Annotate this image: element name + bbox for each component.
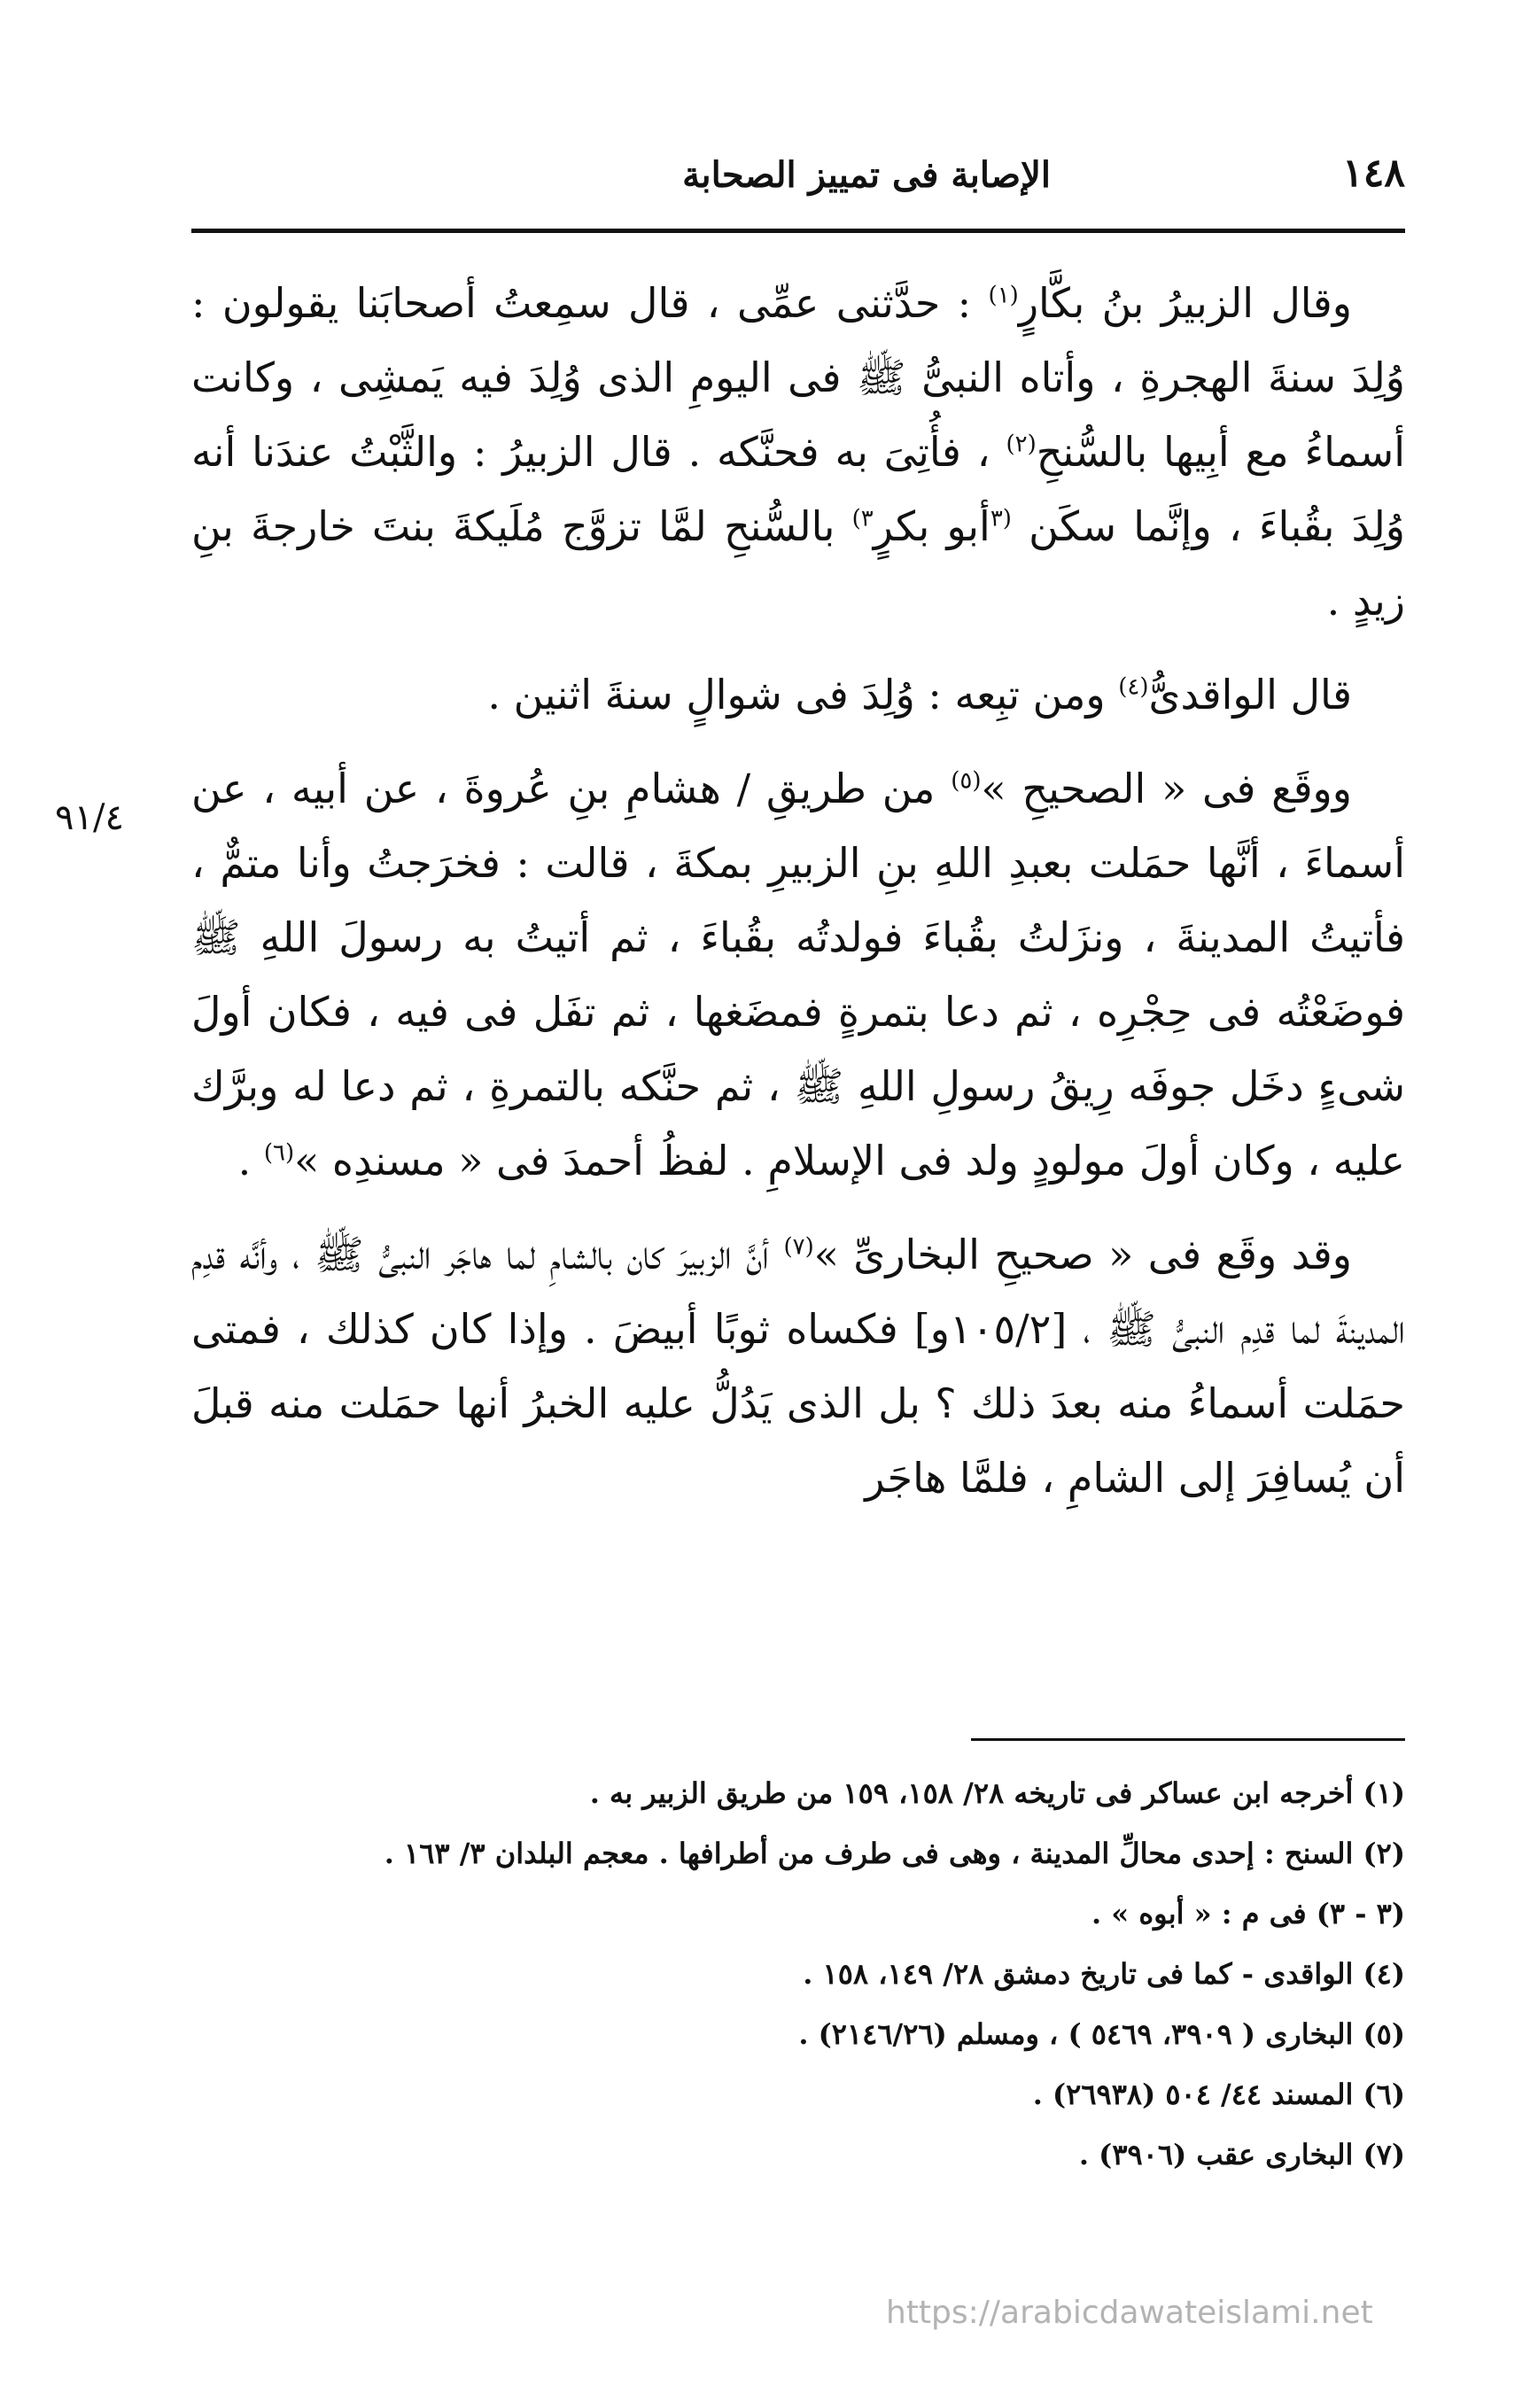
footnote-6: (٦) المسند ٤٤/ ٥٠٤ (٢٦٩٣٨) .	[1032, 2078, 1405, 2111]
margin-note: ٩١/٤	[55, 797, 124, 838]
running-title: الإصابة فى تمييز الصحابة	[682, 154, 1051, 196]
paragraph-text: : حدَّثنى عمِّى ، قال سمِعتُ أصحابَنا يقولون : وُلِدَ سنةَ الهجرةِ ، وأتاه النبىُّ ﷺ فى اليومِ الذى وُلِدَ فيه يَمشِى ، وكانت أسماءُ مع أبِيها بالسُّنحِ	[191, 279, 1406, 476]
paragraph-text: وقد وقَع فى « صحيحِ البخارىِّ »	[813, 1231, 1352, 1278]
footnote-1: (١) أخرجه ابن عساكر فى تاريخه ٢٨/ ١٥٨، ١٥٩ من طريق الزبير به .	[589, 1776, 1405, 1810]
footnote-ref: (٥)	[951, 767, 982, 795]
footnote-ref: (٢)	[1006, 431, 1037, 458]
footnote-ref: (٧)	[783, 1233, 814, 1261]
footnote-rule	[971, 1738, 1405, 1741]
page-header	[191, 151, 1405, 213]
paragraph-text: أنَّ الزبيرَ كان بالشامِ لما هاجَر النبىُّ ﷺ ، وأنَّه قدِم المدينةَ لما قدِم النبىُّ ﷺ ، [١٠٥/٢و] فكساه ثوبًا أبيضَ . وإذا كان كذلك ، فمتى حمَلت أسماءُ منه بعدَ ذلك ؟ بل الذى يَدُلُّ عليه الخبرُ أنها حمَلت منه قبلَ أن يُسافِرَ إلى الشامِ ، فلمَّا هاجَر	[191, 1231, 1405, 1502]
paragraph-3	[191, 751, 1405, 1198]
paragraph-text: أبو بكرٍ	[873, 502, 990, 550]
footnote-ref: (٤)	[1118, 673, 1149, 701]
paragraph-text: من طريقِ / هشامِ بنِ عُروةَ ، عن أبيه ، عن أسماءَ ، أنَّها حمَلت بعبدِ اللهِ بنِ الزبيرِ بمكةَ ، قالت : فخرَجتُ وأنا متمٌّ ، فأتيتُ المدينةَ ، ونزَلتُ بقُباءَ فولدتُه بقُباءَ ، ثم أتيتُ به رسولَ اللهِ ﷺ فوضَعْتُه فى حِجْرِه ، ثم دعا بتمرةٍ فمضَغها ، ثم تفَل فى فيه ، فكان أولَ شىءٍ دخَل جوفَه رِيقُ رسولِ اللهِ ﷺ ، ثم حنَّكه بالتمرةِ ، ثم دعا له وبرَّك عليه ، وكان أولَ مولودٍ ولد فى الإسلامِ . لفظُ أحمدَ فى « مسندِه »	[191, 765, 1405, 1185]
paragraph-text: ووقَع فى « الصحيحِ »	[981, 765, 1352, 812]
footnote-4: (٤) الواقدى - كما فى تاريخ دمشق ٢٨/ ١٤٩، ١٥٨ .	[803, 1957, 1405, 1991]
footnotes	[191, 1763, 1405, 2185]
footnote-ref: (٣	[990, 505, 1012, 532]
footnote-7: (٧) البخارى عقب (٣٩٠٦) .	[1078, 2138, 1405, 2171]
watermark-url: https://arabicdawateislami.net	[886, 2295, 1373, 2331]
paragraph-text: .	[237, 1137, 252, 1185]
footnote-ref: ٣)	[851, 505, 874, 532]
paragraph-text: قال الواقدىُّ	[1148, 671, 1352, 719]
paragraph-4	[191, 1217, 1405, 1515]
main-text	[191, 266, 1405, 1515]
paragraph-text: ومن تبِعه : وُلِدَ فى شوالٍ سنةَ اثنين .	[487, 671, 1106, 719]
page-number: ١٤٨	[1342, 151, 1405, 196]
header-rule	[191, 229, 1405, 233]
footnote-ref: (١)	[988, 282, 1019, 309]
paragraph-text: بالسُّنحِ لمَّا تزوَّج مُلَيكةَ بنتَ خارجةَ بنِ زيدٍ .	[191, 502, 1405, 625]
footnote-5: (٥) البخارى ( ٣٩٠٩، ٥٤٦٩ ) ، ومسلم (٢١٤٦/٢٦) .	[798, 2017, 1405, 2051]
footnote-ref: (٦)	[263, 1139, 295, 1167]
footnote-2: (٢) السنح : إحدى محالِّ المدينة ، وهى فى طرف من أطرافها . معجم البلدان ٣/ ١٦٣ .	[384, 1837, 1405, 1870]
paragraph-1	[191, 266, 1405, 638]
paragraph-text: ، فأُتِىَ به فحنَّكه . قال الزبيرُ : والثَّبْتُ عندَنا أنه وُلِدَ بقُباءَ ، وإنَّما سكَن	[191, 428, 1405, 550]
paragraph-text: وقال الزبيرُ بنُ بكَّارٍ	[1018, 279, 1353, 327]
footnote-3: (٣ - ٣) فى م : « أبوه » .	[1091, 1897, 1405, 1930]
paragraph-2	[191, 657, 1405, 732]
